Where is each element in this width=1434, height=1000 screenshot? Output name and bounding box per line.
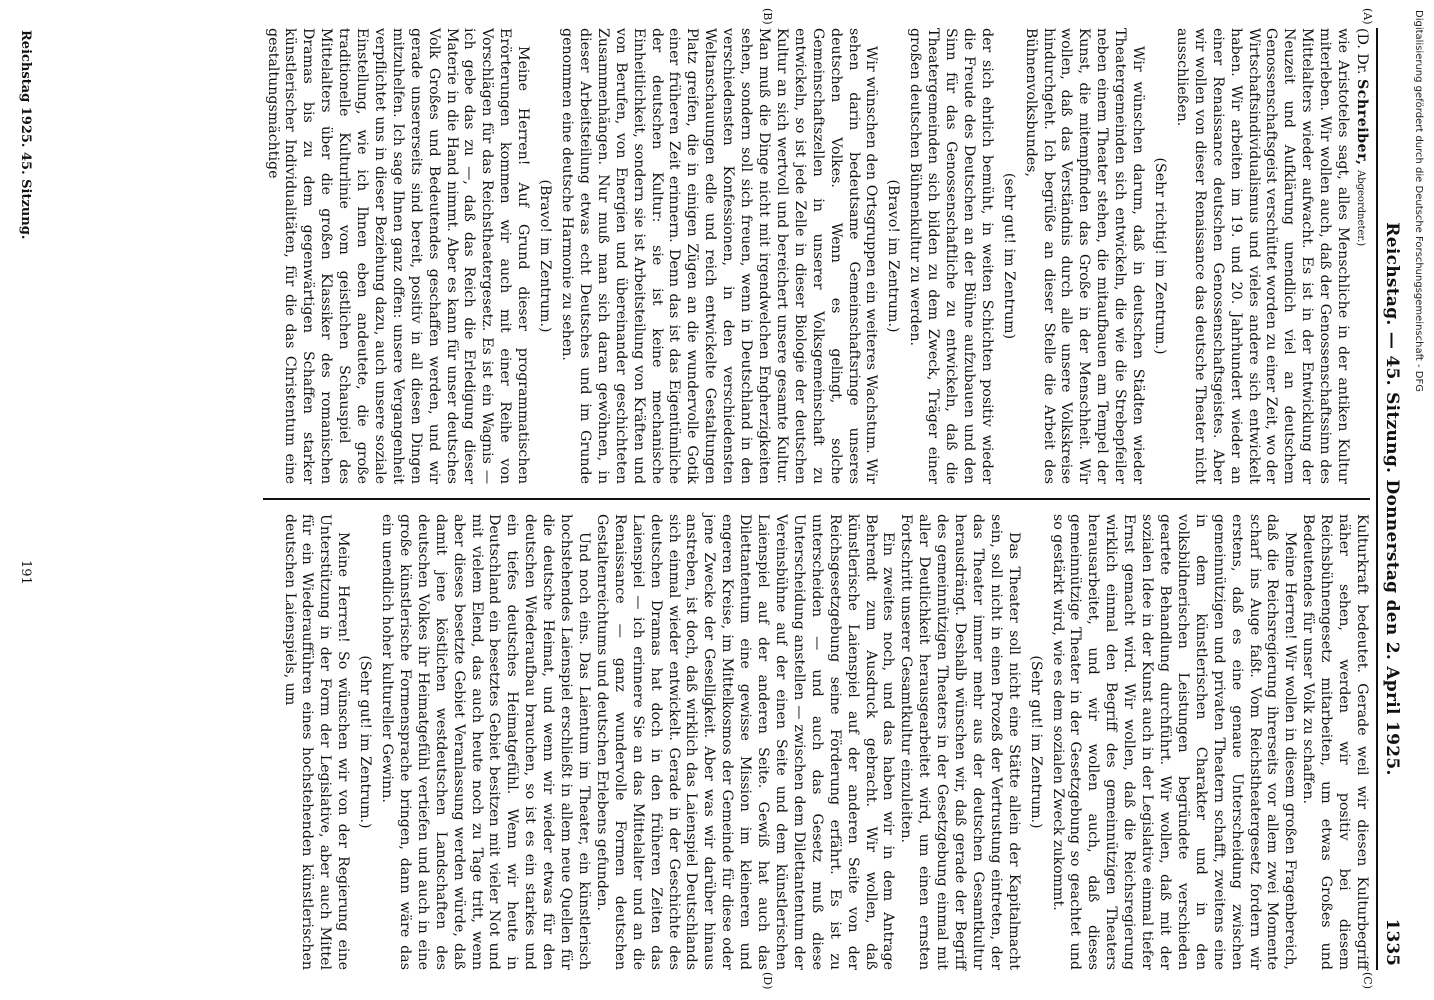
paragraph: Ein zweites noch, und das haben wir in dem Antrage Behrendt zum Ausdruck gebracht. Wir wollen, daß künstlerische Laienspiel auf der anderen Seite von der Reichsgesetzgebung seine Förderung erfährt. Es ist zu unterscheiden — und auch das Gesetz muß diese Unterscheidung anstellen — zwischen dem Dilettantentum der Vereinsbühne auf der einen Seite und dem künstlerischen Laienspiel auf der anderen Seite. Gewiß hat auch das Dilettantentum eine gewisse Mission im kleineren und engeren Kreise, im Mittelkosmos der Gemeinde für diese oder jene Zwecke der Geselligkeit. Aber was wir darüber hinaus anstreben, ist doch, daß wirklich das Laienspiel Deutschlands sich einmal wieder entwickelt. Gerade in der Geschichte des deutschen Dramas hat doch in den früheren Zeiten das Laienspiel — ich erinnere Sie an das Mittelalter und an die Renaissance — ganz wundervolle Formen deutschen Gestaltenreichtums und deutschen Erlebens gefunden.	[593, 513, 897, 970]
speaker-line: (D. Dr. Schreiber, Abgeordneter.)	[1354, 28, 1370, 247]
speaker-name: Schreiber,	[1354, 79, 1370, 166]
interjection: (Bravo! im Zentrum.)	[537, 179, 554, 333]
paragraph: Meine Herren! Auf Grund dieser programmatischen Erörterungen kommen wir auch mit einer Reihe von Vorschlägen für das Reichstheatergesetz. Es ist ein Wagnis — ich gebe das zu —, daß das Reich die Erledigung dieser Materie in die Hand nimmt. Aber es kann für unser deutsches Volk Großes und Bedeutendes geschaffen werden, und wir gerade unsererseits sind bereit, positiv in all diesen Dingen mitzuhelfen. Ich sage Ihnen ganz offen: unsere Vergangenheit verpflichtet uns in dieser Beziehung dazu, auch unsere soziale Einstellung, wie ich Ihnen eben andeutete, die große traditionelle Kulturlinie vom geistlichen Schauspiel des Mittelalters über die großen Klassiker des romanischen Dramas bis zu dem gegenwärtigen Schaffen starker künstlerischer Individualitäten, für die das Christentum eine gestaltungsmächtige	[264, 28, 532, 485]
interjection: (Sehr richtig! im Zentrum.)	[1152, 157, 1169, 355]
paragraph: Meine Herren! Wir wollen in diesem großen Fragenbereich, daß die Reichsregierung ihrerseits vor allem zwei Momente scharf ins Auge faßt. Vom Reichstheatergesetz fordern wir erstens, daß es eine genaue Unterscheidung zwischen gemeinnützigen und privaten Theatern schafft, zweitens eine in dem künstlerischen Charakter und in den volksbildnerischen Leistungen begründete verschieden geartete Behandlung durchführt. Wir wollen, daß mit der sozialen Idee in der Kunst auch in der Legislative einmal tiefer Ernst gemacht wird. Wir wollen, daß die Reichsregierung wirklich einmal den Begriff des gemeinnützigen Theaters herausarbeitet, und wir wollen auch, daß dieses gemeinnützige Theater in der Gesetzgebung so geachtet und so gestärkt wird, wie es dem sozialen Zweck zukommt.	[1049, 513, 1299, 970]
page-number: 1335	[1382, 918, 1402, 966]
paragraph: wie Aristoteles sagt, alles Menschliche in der antiken Kultur miterleben. Wir wollen auch, daß der Genossenschaftssinn des Mittelalters wieder aufwacht. Es ist in der Entwicklung der Neuzeit und Aufklärung unendlich viel an deutschem Genossenschaftsgeist verschüttet worden zu einer Zeit, wo der Wirtschaftsindividualismus und vieles andere sich entwickelt haben. Wir arbeiten im 19. und 20. Jahrhundert wieder an einer Renaissance deutschen Genossenschaftsgeistes. Aber wir wollen von dieser Renaissance das deutsche Theater nicht ausschließen.	[1173, 28, 1352, 485]
side-credit	[1410, 10, 1430, 990]
footer-page-number: 191	[18, 560, 33, 585]
speaker-role: Abgeordneter.)	[1355, 169, 1366, 247]
margin-marker-a: (A)	[1361, 8, 1374, 25]
paragraph: Das Theater soll nicht eine Stätte allein der Kapitalmacht sein, soll nicht in einen Prozeß der Vertrustung eintreten, der das Theater immer mehr aus der deutschen Gesamtkultur herausdrängt. Deshalb wünschen wir, daß gerade der Begriff des gemeinnützigen Theaters in der Gesetzgebung einmal mit aller Deutlichkeit herausgearbeitet wird, um einen ernsten Fortschritt unserer Gesamtkultur einzuleiten.	[898, 513, 1022, 970]
interjection: (Bravo! im Zentrum.)	[885, 179, 902, 333]
margin-marker-d: (D)	[761, 972, 774, 990]
margin-marker-b: (B)	[761, 8, 774, 25]
credit-text: Digitalisierung gefördert durch die Deutsche Forschungsgemeinschaft - DFG	[1413, 10, 1424, 393]
paragraph: Und noch eins. Das Laientum im Theater, ein künstlerisch hochstehendes Laienspiel erschließt in allem neue Quellen für die deutsche Heimat, und wenn wir wieder etwas für den deutschen Wiederaufbau brauchen, so ist es ein starkes und ein tiefes deutsches Heimatgefühl. Wenn wir heute in Deutschland ein besetztes Gebiet besitzen mit vieler Not und mit vielem Elend, das auch heute noch zu Tage tritt, wenn aber dieses besetzte Gebiet Veranlassung werden würde, daß damit jene köstlichen westdeutschen Landschaften des deutschen Volkes ihr Heimatgefühl vertiefen und auch in eine große künstlerische Formensprache bringen, dann wäre das ein unendlich hoher kultureller Gewinn.	[379, 513, 593, 970]
interjection: (Sehr gut! im Zentrum.)	[357, 655, 374, 829]
paragraph: Kulturkraft bedeutet. Gerade weil wir diesen Kulturbegriff näher sehen, werden wir positiv bei diesem Reichsbühnengesetz mitarbeiten, um etwas Großes und Bedeutendes für unser Volk zu schaffen.	[1300, 513, 1370, 970]
interjection: (Sehr gut! im Zentrum.)	[1027, 655, 1044, 829]
header-title: Reichstag. — 45. Sitzung. Donnerstag den 2. April 1925.	[1382, 222, 1402, 776]
paragraph: der sich ehrlich bemüht, in weiten Schichten positiv wieder die Freude des Deutschen an der Bühne aufzubauen und den Sinn für das Genossenschaftliche zu entwickeln, daß die Theatergemeinden sich bilden zu dem Zweck, Träger einer großen deutschen Bühnenkultur zu werden.	[907, 28, 995, 485]
left-column	[263, 28, 1370, 484]
text-columns	[263, 28, 1370, 970]
paragraph: Wir wünschen darum, daß in deutschen Städten wieder Theatergemeinden sich entwickeln, die wie die Strebepfeiler neben einem Theater stehen, die mitaufbauen am Tempel der Kunst, die mitempfinden das Große in der Menschheit. Wir wollen, daß das Verständnis durch alle unsere Volkskreise hindurchgeht. Ich begrüße an dieser Stelle die Arbeit des Bühnenvolksbundes,	[1022, 28, 1147, 485]
paragraph: Meine Herren! So wünschen wir von der Regierung eine Unterstützung in der Form der Legislative, aber auch Mittel für ein Wiederaufführen eines hochstehenden künstlerischen deutschen Laienspiels, um	[281, 513, 352, 970]
interjection: (sehr gut! im Zentrum)	[1000, 172, 1017, 340]
right-column	[263, 514, 1370, 970]
footer-left: Reichstag 1925. 45. Sitzung.	[18, 30, 33, 240]
paragraph: Wir wünschen den Ortsgruppen ein weiteres Wachstum. Wir sehen darin bedeutsame Gemeinschaftsringe unseres deutschen Volkes. Wenn es gelingt, solche Gemeinschaftszellen in unserer Volksgemeinschaft zu entwickeln, so ist jede Zelle in dieser Biologie der deutschen Kultur an sich wertvoll und bereichert unsere gesamte Kultur. Man muß die Dinge nicht mit irgendwelchen Engherzigkeiten sehen, sondern soll sich freuen, wenn in Deutschland in den verschiedensten Konfessionen, in den verschiedensten Weltanschauungen edle und reich entwickelte Gestaltungen Platz greifen, die in einigen Zügen an die wundervolle Gotik einer früheren Zeit erinnern. Denn das ist das Eigentümliche der deutschen Kultur: sie ist keine mechanische Einheitlichkeit, sondern sie ist Arbeitsteilung von Kräften und von Berufen, von Energien und übereinander geschichteten Zusammenhängen. Nur muß man sich daran gewöhnen, in dieser Arbeitsteilung etwas echt Deutsches und im Grunde genommen eine deutsche Harmonie zu sehen.	[559, 28, 880, 485]
column-divider	[263, 498, 1370, 500]
margin-marker-c: (C)	[1361, 972, 1374, 989]
